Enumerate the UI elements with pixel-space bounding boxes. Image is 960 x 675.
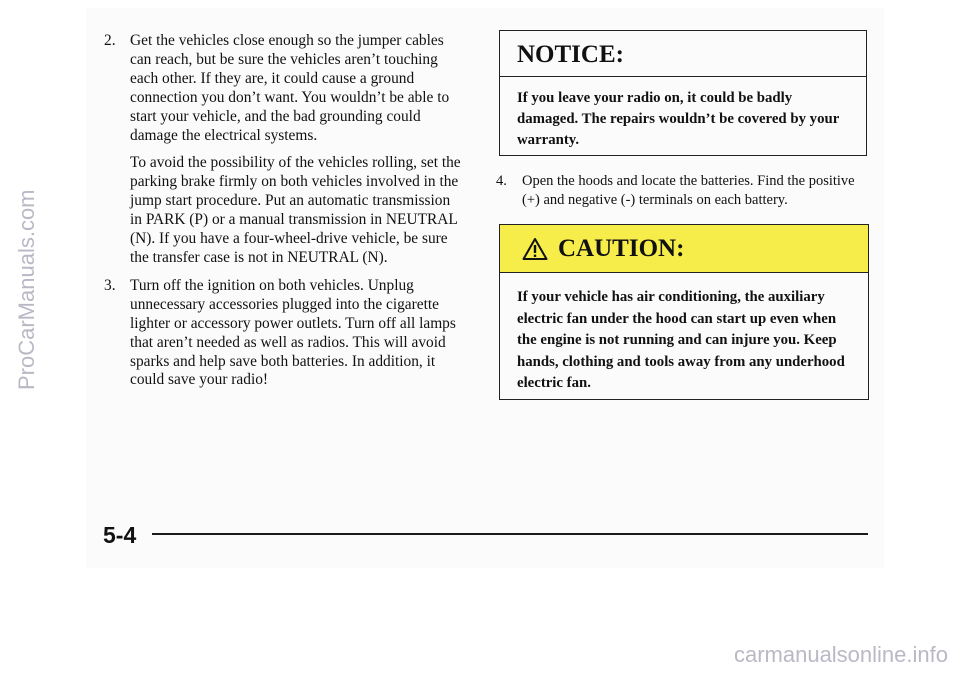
step-4 (496, 172, 868, 210)
notice-body: If you leave your radio on, it could be badly damaged. The repairs wouldn’t be covered by your warranty. (517, 90, 839, 148)
step-text: Get the vehicles close enough so the jumper cables can reach, but be sure the vehicles aren’t touching each other. If they are, it could cause a ground connection you don’t want. You wouldn’t be able to start your vehicle, and the bad grounding could damage the electrical systems. (130, 32, 450, 144)
caution-body: If your vehicle has air conditioning, the auxiliary electric fan under the hood can start up even when the engine is not running and can injure you. Keep hands, clothing and tools away from any underhood electric fan. (517, 289, 845, 391)
footer-rule (152, 533, 868, 535)
notice-box (499, 30, 867, 156)
step-2 (104, 32, 464, 145)
step-number: 3. (104, 276, 116, 294)
bottom-watermark: carmanualsonline.info (733, 642, 948, 667)
step-3 (104, 277, 464, 390)
caution-heading: CAUTION: (558, 234, 685, 262)
side-watermark: ProCarManuals.com (14, 189, 39, 390)
notice-heading: NOTICE: (500, 31, 866, 77)
caution-box (499, 224, 869, 400)
step-text: Turn off the ignition on both vehicles. Unplug unnecessary accessories plugged into the cigarette lighter or accessory power outlets. Turn off all lamps that aren’t needed as well as radios. This will avoid sparks and help save both batteries. In addition, it could save your radio! (130, 276, 456, 389)
step-number: 4. (496, 173, 507, 189)
left-column (104, 32, 464, 390)
warning-triangle-icon (522, 237, 548, 261)
step-number: 2. (104, 32, 116, 49)
step-text: Open the hoods and locate the batteries. Find the positive (+) and negative (-) terminals on each battery. (522, 173, 855, 208)
page-number: 5-4 (103, 522, 137, 548)
caution-header (500, 225, 868, 273)
step-2-paragraph: To avoid the possibility of the vehicles rolling, set the parking brake firmly on both vehicles involved in the jump start procedure. Put an automatic transmission in PARK (P) or a manual transmission in NEUTRAL (N). If you have a four-wheel-drive vehicle, be sure the transfer case is not in NEUTRAL (N). (130, 154, 461, 266)
